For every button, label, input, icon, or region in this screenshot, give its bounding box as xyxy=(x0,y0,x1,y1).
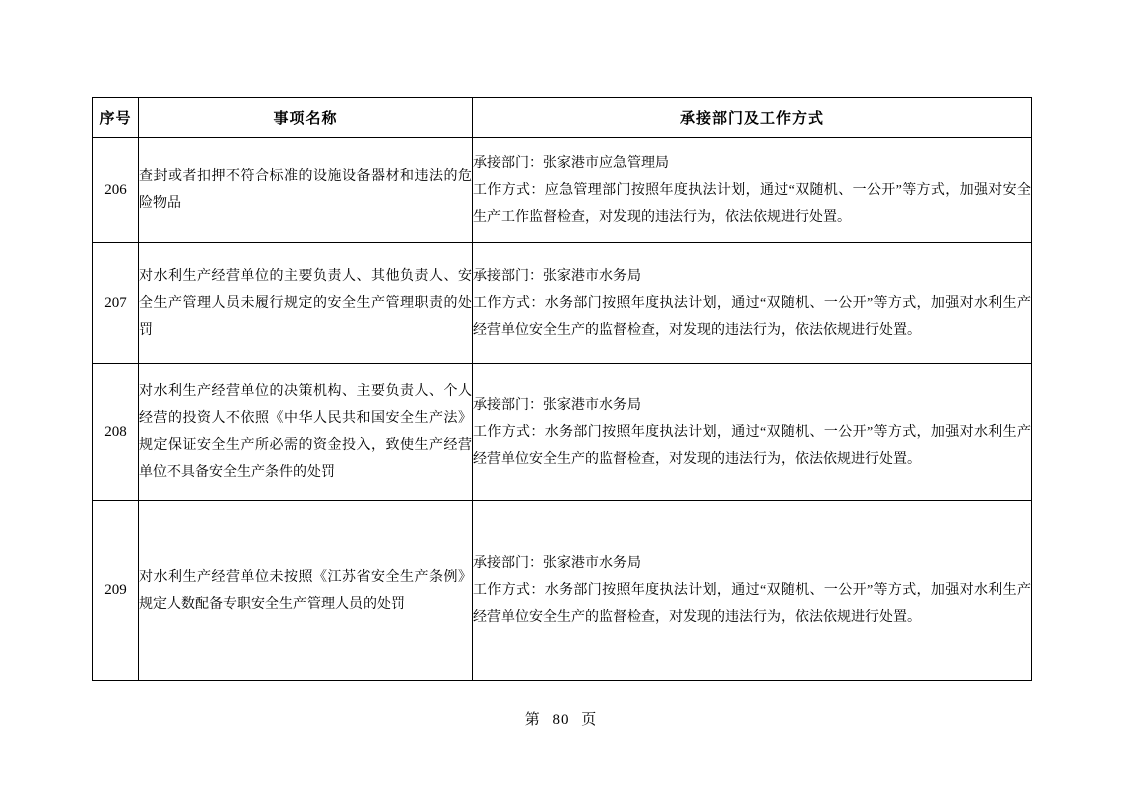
row-number: 206 xyxy=(93,138,139,243)
method-line: 工作方式：水务部门按照年度执法计划，通过“双随机、一公开”等方式，加强对水利生产经营单位安全生产的监督检查，对发现的违法行为，依法依规进行处置。 xyxy=(473,583,1031,625)
dept-method-cell xyxy=(473,138,1032,243)
page-number: 第 80 页 xyxy=(524,712,598,728)
dept-line: 承接部门：张家港市水务局 xyxy=(473,556,641,571)
row-number: 207 xyxy=(93,243,139,364)
table-row xyxy=(93,243,1032,364)
method-line: 工作方式：水务部门按照年度执法计划，通过“双随机、一公开”等方式，加强对水利生产经营单位安全生产的监督检查，对发现的违法行为，依法依规进行处置。 xyxy=(473,424,1031,467)
table-row xyxy=(93,364,1032,501)
row-number: 208 xyxy=(93,364,139,501)
dept-line: 承接部门：张家港市应急管理局 xyxy=(473,155,669,171)
item-name-cell: 对水利生产经营单位的主要负责人、其他负责人、安全生产管理人员未履行规定的安全生产管理职责的处罚 xyxy=(139,243,473,364)
method-line: 工作方式：应急管理部门按照年度执法计划，通过“双随机、一公开”等方式，加强对安全生产工作监督检查，对发现的违法行为，依法依规进行处置。 xyxy=(473,182,1031,225)
header-col-dept: 承接部门及工作方式 xyxy=(473,98,1032,138)
dept-line: 承接部门：张家港市水务局 xyxy=(473,397,641,413)
matters-table xyxy=(92,97,1032,681)
dept-method-cell xyxy=(473,364,1032,501)
header-col-no: 序号 xyxy=(93,98,139,138)
table-header-row xyxy=(93,98,1032,138)
item-name-cell: 对水利生产经营单位的决策机构、主要负责人、个人经营的投资人不依照《中华人民共和国安全生产法》规定保证安全生产所必需的资金投入，致使生产经营单位不具备安全生产条件的处罚 xyxy=(139,364,473,501)
method-line: 工作方式：水务部门按照年度执法计划，通过“双随机、一公开”等方式，加强对水利生产经营单位安全生产的监督检查，对发现的违法行为，依法依规进行处置。 xyxy=(473,295,1031,338)
table-row xyxy=(93,138,1032,243)
table-row xyxy=(93,501,1032,681)
dept-line: 承接部门：张家港市水务局 xyxy=(473,268,641,284)
dept-method-cell xyxy=(473,243,1032,364)
header-col-item: 事项名称 xyxy=(139,98,473,138)
item-name-cell: 对水利生产经营单位未按照《江苏省安全生产条例》规定人数配备专职安全生产管理人员的处罚 xyxy=(139,501,473,681)
row-number: 209 xyxy=(93,501,139,681)
item-name-cell: 查封或者扣押不符合标准的设施设备器材和违法的危险物品 xyxy=(139,138,473,243)
dept-method-cell xyxy=(473,501,1032,681)
